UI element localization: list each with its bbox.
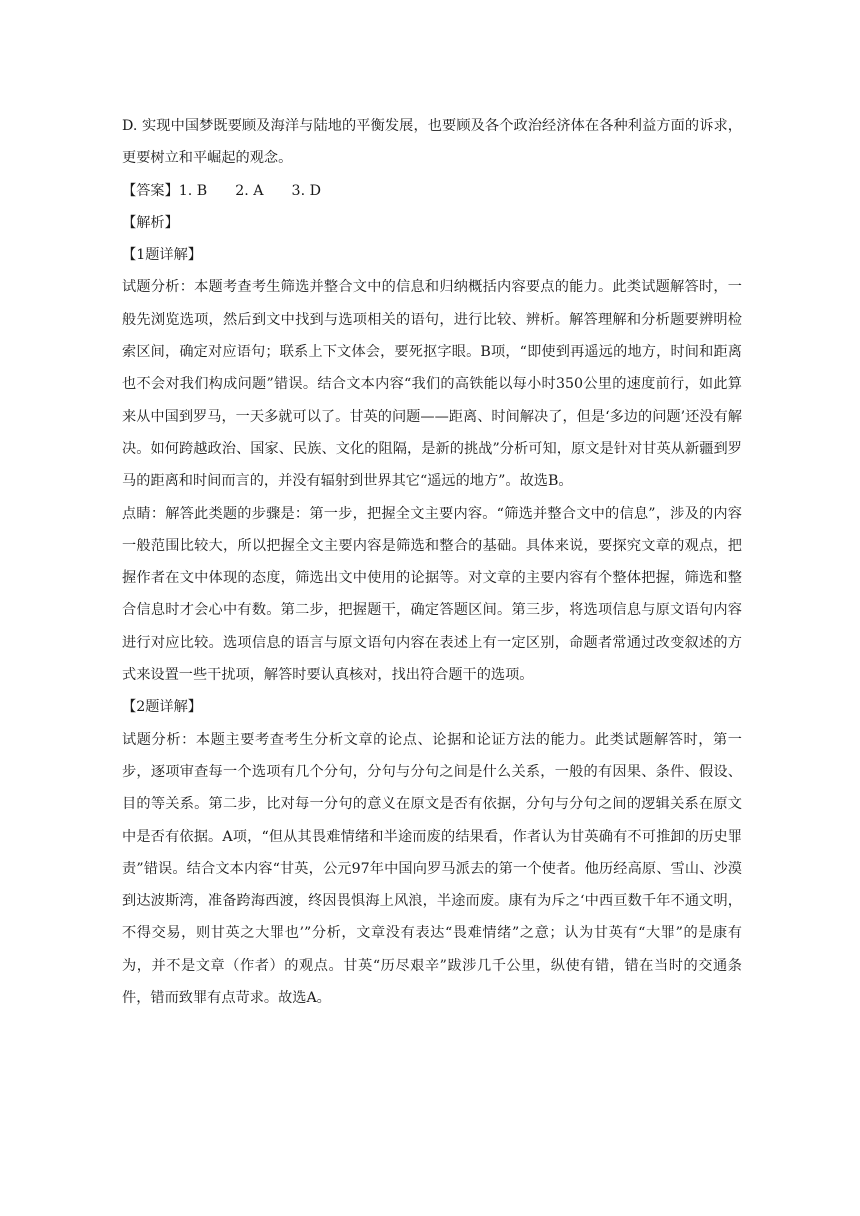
answer-item-1: 1. B: [178, 182, 208, 199]
q2-analysis: 试题分析：本题主要考查考生分析文章的论点、论据和论证方法的能力。此类试题解答时，第一步，逐项审查每一个选项有几个分句，分句与分句之间是什么关系，一般的有因果、条件、假设、目的等关系。第二步，比对每一分句的意义在原文是否有依据，分句与分句之间的逻辑关系在原文中是否有依据。A项，“但从其畏难情绪和半途而废的结果看，作者认为甘英确有不可推卸的历史罪责”错误。结合文本内容“甘英，公元97年中国向罗马派去的第一个使者。他历经高原、雪山、沙漠到达波斯湾，准备跨海西渡，终因畏惧海上风浪，半途而废。康有为斥之‘中西亘数千年不通文明，不得交易，则甘英之大罪也’”分析，文章没有表达“畏难情绪”之意；认为甘英有“大罪”的是康有为，并不是文章（作者）的观点。甘英“历尽艰辛”跋涉几千公里，纵使有错，错在当时的交通条件，错而致罪有点苛求。故选A。: [122, 731, 742, 1007]
option-d-text: D. 实现中国梦既要顾及海洋与陆地的平衡发展，也要顾及各个政治经济体在各种利益方面的诉求，更要树立和平崛起的观念。: [122, 118, 742, 167]
q1-analysis: 试题分析：本题考查考生筛选并整合文中的信息和归纳概括内容要点的能力。此类试题解答时，一般先浏览选项，然后到文中找到与选项相关的语句，进行比较、辨析。解答理解和分析题要辨明检索区间，确定对应语句；联系上下文体会，要死抠字眼。B项，“即使到再遥远的地方，时间和距离也不会对我们构成问题”错误。结合文本内容“我们的高铁能以每小时350公里的速度前行，如此算来从中国到罗马，一天多就可以了。甘英的问题——距离、时间解决了，但是‘多边的问题’还没有解决。如何跨越政治、国家、民族、文化的阻隔，是新的挑战”分析可知，原文是针对甘英从新疆到罗马的距离和时间而言的，并没有辐射到世界其它“遥远的地方”。故选B。: [122, 279, 742, 490]
answer-line: [122, 175, 742, 207]
answer-item-3: 3. D: [291, 182, 321, 199]
q1-tip: 点睛：解答此类题的步骤是：第一步，把握全文主要内容。“筛选并整合文中的信息”，涉及的内容一般范围比较大，所以把握全文主要内容是筛选和整合的基础。具体来说，要探究文章的观点，把握作者在文中体现的态度，筛选出文中使用的论据等。对文章的主要内容有个整体把握，筛选和整合信息时才会心中有数。第二步，把握题干，确定答题区间。第三步，将选项信息与原文语句内容进行对应比较。选项信息的语言与原文语句内容在表述上有一定区别，命题者常通过改变叙述的方式来设置一些干扰项，解答时要认真核对，找出符合题干的选项。: [122, 505, 742, 684]
document-page: [122, 110, 742, 1014]
answer-item-2: 2. A: [235, 182, 264, 199]
answer-label: 【答案】: [122, 182, 179, 199]
analysis-heading: 【解析】: [122, 214, 179, 231]
q2-heading: 【2题详解】: [122, 699, 202, 716]
q1-heading: 【1题详解】: [122, 247, 202, 264]
